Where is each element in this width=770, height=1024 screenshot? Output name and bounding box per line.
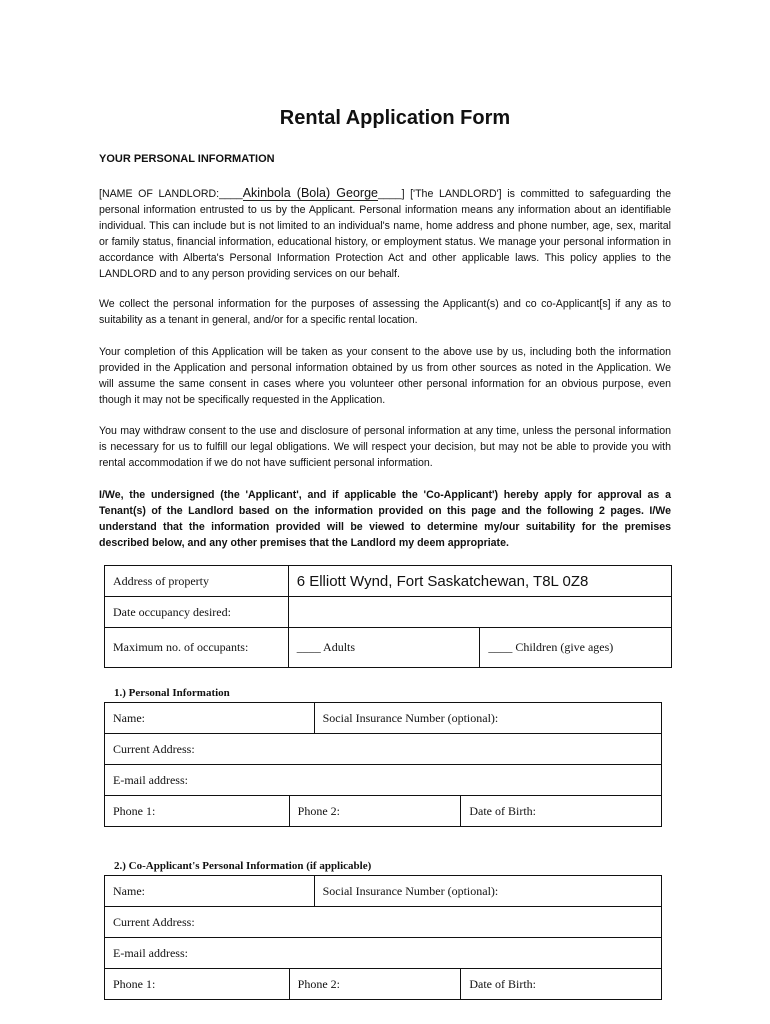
address-value-field[interactable]: 6 Elliott Wynd, Fort Saskatchewan, T8L 0Z8 xyxy=(288,566,671,597)
co-name-field[interactable]: Name: xyxy=(105,876,315,907)
landlord-line-post: ____ xyxy=(377,188,402,200)
co-phone1-field[interactable]: Phone 1: xyxy=(105,969,290,1000)
withdraw-paragraph: You may withdraw consent to the use and disclosure of personal information at any time, unless the personal information is necessary for us to fulfill our legal obligations. We will respect your decision, but may not be able to provide you with rental accommodation if we do not have sufficient personal information. xyxy=(99,425,671,469)
phone2-field[interactable]: Phone 2: xyxy=(289,796,461,827)
co-applicant-table xyxy=(104,875,662,1000)
phone1-field[interactable]: Phone 1: xyxy=(105,796,290,827)
name-field[interactable]: Name: xyxy=(105,703,315,734)
children-field[interactable]: ____ Children (give ages) xyxy=(480,628,672,668)
landlord-name-field[interactable]: Akinbola (Bola) George xyxy=(242,186,378,200)
property-table xyxy=(104,565,672,668)
landlord-prefix: [NAME OF LANDLORD: xyxy=(99,188,220,200)
landlord-line-pre: ____ xyxy=(219,188,243,200)
email-field[interactable]: E-mail address: xyxy=(105,765,662,796)
co-dob-field[interactable]: Date of Birth: xyxy=(461,969,662,1000)
co-phone2-field[interactable]: Phone 2: xyxy=(289,969,461,1000)
consent-paragraph: Your completion of this Application will be taken as your consent to the above use by us, including both the information provided in the Application and personal information obtained by us from other sources as noted in the Application. We will assume the same consent in cases where you volunteer other personal information for an obvious purpose, even though it may not be specifically requested in the Application. xyxy=(99,346,671,406)
co-applicant-heading: 2.) Co-Applicant's Personal Information (if applicable) xyxy=(114,860,372,872)
page-title: Rental Application Form xyxy=(279,107,511,129)
max-occupants-label: Maximum no. of occupants: xyxy=(105,628,289,668)
declaration-paragraph: I/We, the undersigned (the 'Applicant', and if applicable the 'Co-Applicant') hereby apply for approval as a Tenant(s) of the Landlord based on the information provided on this page and the following 2 pages. I/We understand that the information provided will be viewed to determine my/our suitability for the premises described below, and any other premises that the Landlord my deem appropriate. xyxy=(99,489,671,549)
landlord-suffix: ] ['The LANDLORD'] is committed to safeguarding the personal information entrusted to us by the Applicant. Personal information means any information about an identifiable individual. This can include but is not limited to an individual's name, home address and phone number, age, sex, marital or family status, financial information, educational history, or employment status. We manage your personal information in accordance with Alberta's Personal Information Protection Act and other applicable laws. This policy applies to the LANDLORD and to any person providing services on our behalf. xyxy=(99,188,671,280)
personal-info-heading: 1.) Personal Information xyxy=(114,687,230,699)
adults-field[interactable]: ____ Adults xyxy=(288,628,480,668)
collection-paragraph: We collect the personal information for the purposes of assessing the Applicant(s) and co co-Applicant[s] if any as to suitability as a tenant in general, and/or for a specific rental location. xyxy=(99,298,671,326)
co-current-address-field[interactable]: Current Address: xyxy=(105,907,662,938)
address-label: Address of property xyxy=(105,566,289,597)
dob-field[interactable]: Date of Birth: xyxy=(461,796,662,827)
sin-field[interactable]: Social Insurance Number (optional): xyxy=(314,703,661,734)
section-heading: YOUR PERSONAL INFORMATION xyxy=(99,153,275,165)
personal-info-table xyxy=(104,702,662,827)
current-address-field[interactable]: Current Address: xyxy=(105,734,662,765)
intro-paragraph xyxy=(99,185,671,282)
date-occupancy-label: Date occupancy desired: xyxy=(105,597,289,628)
date-occupancy-field[interactable] xyxy=(288,597,671,628)
co-sin-field[interactable]: Social Insurance Number (optional): xyxy=(314,876,661,907)
co-email-field[interactable]: E-mail address: xyxy=(105,938,662,969)
